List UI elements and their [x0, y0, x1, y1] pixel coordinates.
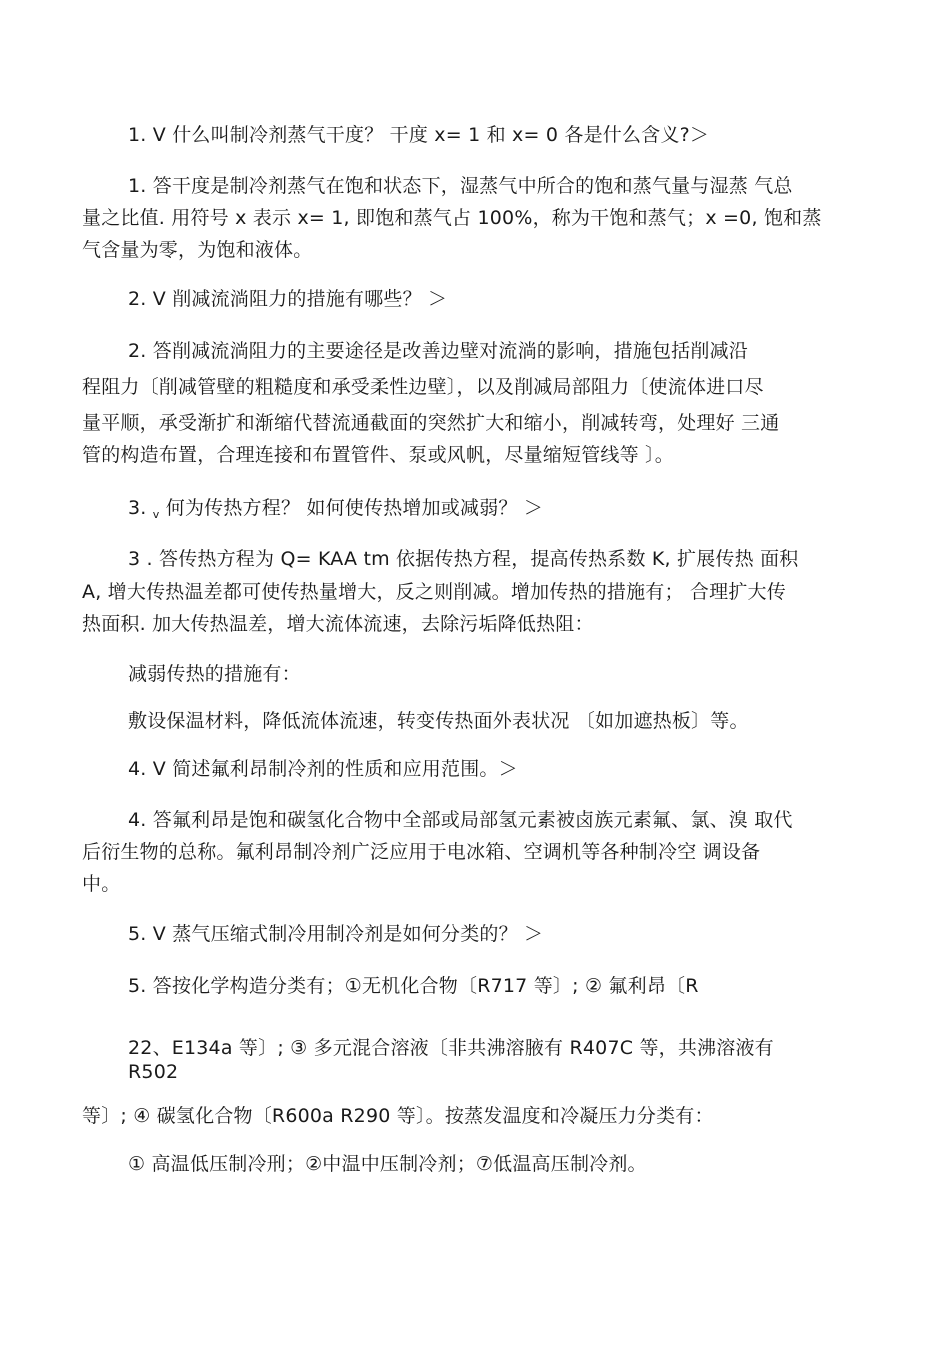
weaken-heat-text: 敷设保温材料，降低流体流速，转变传热面外表状况 〔如加遮热板〕等。: [128, 710, 749, 732]
answer-5-line-5: ① 高温低压制冷刑；②中温中压制冷剂；⑦低温高压制冷剂。: [128, 1153, 647, 1175]
answer-1-line-3: 气含量为零，为饱和液体。: [82, 239, 313, 261]
question-1: 1. V 什么叫制冷剂蒸气干度？ 干度 x= 1 和 x= 0 各是什么含义?＞: [128, 124, 710, 146]
answer-2-line-3: 量平顺，承受渐扩和渐缩代替流通截面的突然扩大和缩小，削减转弯，处理好 三通: [82, 412, 780, 434]
answer-1-line-1: 1. 答干度是制冷剂蒸气在饱和状态下，湿蒸气中所合的饱和蒸气量与湿蒸 气总: [128, 175, 793, 197]
question-5: 5. V 蒸气压缩式制冷用制冷剂是如何分类的？ ＞: [128, 923, 544, 945]
question-3: [128, 496, 543, 527]
question-2: 2. V 削减流淌阻力的措施有哪些？ ＞: [128, 288, 448, 310]
question-4: 4. V 简述氟利昂制冷剂的性质和应用范围。＞: [128, 758, 518, 780]
answer-3-line-1: 3 . 答传热方程为 Q= KAA tm 依据传热方程，提高传热系数 K, 扩展传热 面积: [128, 548, 799, 570]
answer-2-line-4: 管的构造布置，合理连接和布置管件、泵或风帆，尽量缩短管线等 〕。: [82, 444, 674, 466]
answer-4-line-3: 中。: [82, 873, 121, 895]
answer-4-line-1: 4. 答氟利昂是饱和碳氢化合物中全部或局部氢元素被卤族元素氟、氯、溴 取代: [128, 809, 793, 831]
question-3-number: 3.: [128, 497, 147, 519]
answer-5-line-2: 22、E134a 等〕; ③ 多元混合溶液〔非共沸溶腋有 R407C 等，共沸溶液有: [128, 1037, 774, 1059]
answer-4-line-2: 后衍生物的总称。氟利昂制冷剂广泛应用于电冰箱、空调机等各种制冷空 调设备: [82, 841, 761, 863]
answer-2-line-1: 2. 答削减流淌阻力的主要途径是改善边壁对流淌的影响，措施包括削减沿: [128, 340, 748, 362]
answer-1-line-2: 量之比值. 用符号 x 表示 x= 1, 即饱和蒸气占 100%，称为干饱和蒸气；x =0, 饱和蒸: [82, 207, 822, 229]
question-3-text: 何为传热方程？ 如何使传热增加或减弱？ ＞: [165, 497, 544, 519]
answer-5-line-3: R502: [128, 1061, 179, 1083]
answer-2-line-2: 程阻力〔削减管壁的粗糙度和承受柔性边壁〕，以及削减局部阻力〔使流体进口尽: [82, 376, 764, 398]
question-3-subscript: v: [152, 508, 160, 521]
answer-3-line-3: 热面积. 加大传热温差，增大流体流速，去除污垢降低热阻：: [82, 613, 594, 635]
answer-3-line-2: A, 增大传热温差都可使传热量增大，反之则削减。增加传热的措施有； 合理扩大传: [82, 581, 786, 603]
weaken-heat-title: 减弱传热的措施有：: [128, 663, 301, 685]
answer-5-line-1: 5. 答按化学构造分类有；①无机化合物〔R717 等〕; ② 氟利昂〔R: [128, 975, 699, 997]
answer-5-line-4: 等〕; ④ 碳氢化合物〔R600a R290 等〕。按蒸发温度和冷凝压力分类有：: [82, 1105, 714, 1127]
